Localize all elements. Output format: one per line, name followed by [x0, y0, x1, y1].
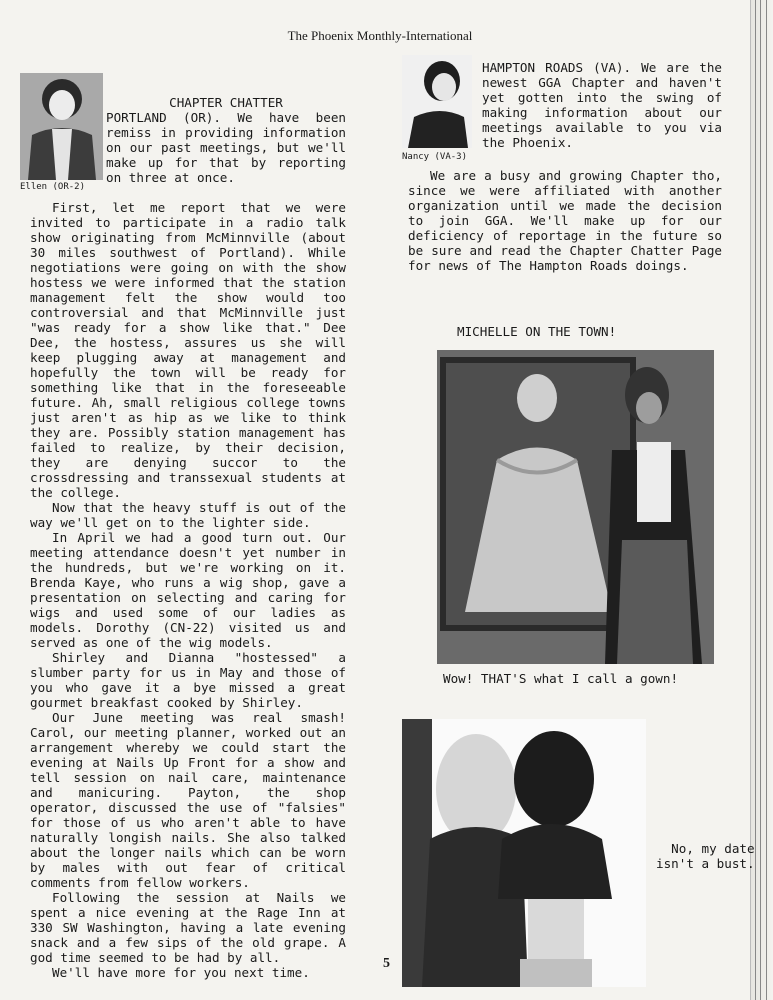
paragraph: Shirley and Dianna "hostessed" a slumber party for us in May and those of you who gave it a bye missed a great gourmet breakfast cooked by Shirley. — [30, 650, 346, 710]
bust-caption — [656, 841, 755, 871]
gown-caption: Wow! THAT'S what I call a gown! — [443, 671, 679, 686]
paragraph: We are a busy and growing Chapter tho, since we were affiliated with another organization until we made the decision to join GGA. We'll make up for our deficiency of reportage in the future so be sure and read the Chapter Chatter Page for news of The Hampton Roads doings. — [408, 168, 722, 273]
newsletter-header: The Phoenix Monthly-International — [287, 28, 473, 43]
left-column-body — [30, 200, 346, 980]
bust-caption-line: isn't a bust. — [656, 856, 755, 871]
paragraph: Following the session at Nails we spent a nice evening at the Rage Inn at 330 SW Washington, having a late evening snack and a few sips of the old grape. A god time seemed to be had by all. — [30, 890, 346, 965]
gown-photo — [437, 350, 714, 664]
ellen-caption: Ellen (OR-2) — [20, 182, 86, 192]
bust-photo — [402, 719, 646, 987]
paragraph: First, let me report that we were invited to participate in a radio talk show originating from McMinnville (about 30 miles southwest of Portland). While negotiations were going on with the show hostess we were informed that the station management felt the show would too controversial and that McMinnville just "was ready for a show like that." Dee Dee, the hostess, assures us she will keep plugging away at management and hopefully the town will be ready for something like that in the foreseeable future. Ah, small religious college towns just aren't as hip as we like to think they are. Possibly station management has failed to realize, by their decision, they are denying succor to the crossdressing and transsexual students at the college. — [30, 200, 346, 500]
paragraph: Our June meeting was real smash! Carol, our meeting planner, worked out an arrangement whereby we could start the evening at Nails Up Front for a show and tell session on nail care, maintenance and manicuring. Payton, the shop operator, discussed the use of "falsies" for those of us who aren't able to have naturally longish nails. She also talked about the longer nails which can be worn by males with out fear of critical comments from fellow workers. — [30, 710, 346, 890]
michelle-heading: MICHELLE ON THE TOWN! — [457, 324, 617, 339]
hampton-intro: HAMPTON ROADS (VA). We are the newest GGA Chapter and haven't yet gotten into the swing of making information about our meetings available to you via the Phoenix. — [482, 60, 722, 150]
section-heading: CHAPTER CHATTER — [169, 95, 283, 110]
portland-intro: PORTLAND (OR). We have been remiss in providing information on our past meetings, but we'll make up for that by reporting on three at once. — [106, 110, 346, 185]
hampton-body — [408, 168, 722, 273]
paragraph: Now that the heavy stuff is out of the way we'll get on to the lighter side. — [30, 500, 346, 530]
page-number: 5 — [383, 956, 390, 971]
nancy-photo — [402, 55, 472, 148]
paragraph: In April we had a good turn out. Our meeting attendance doesn't yet number in the hundreds, but we're working on it. Brenda Kaye, who runs a wig shop, gave a presentation on selecting and caring for wigs and used some of our ladies as models. Dorothy (CN-22) visited us and served as one of the wig models. — [30, 530, 346, 650]
hampton-intro-block — [482, 60, 722, 150]
nancy-caption: Nancy (VA-3) — [402, 152, 468, 162]
paragraph: We'll have more for you next time. — [52, 965, 310, 980]
chapter-chatter-intro — [106, 95, 346, 185]
ellen-photo — [20, 73, 103, 180]
bust-caption-line: No, my date — [671, 841, 755, 856]
